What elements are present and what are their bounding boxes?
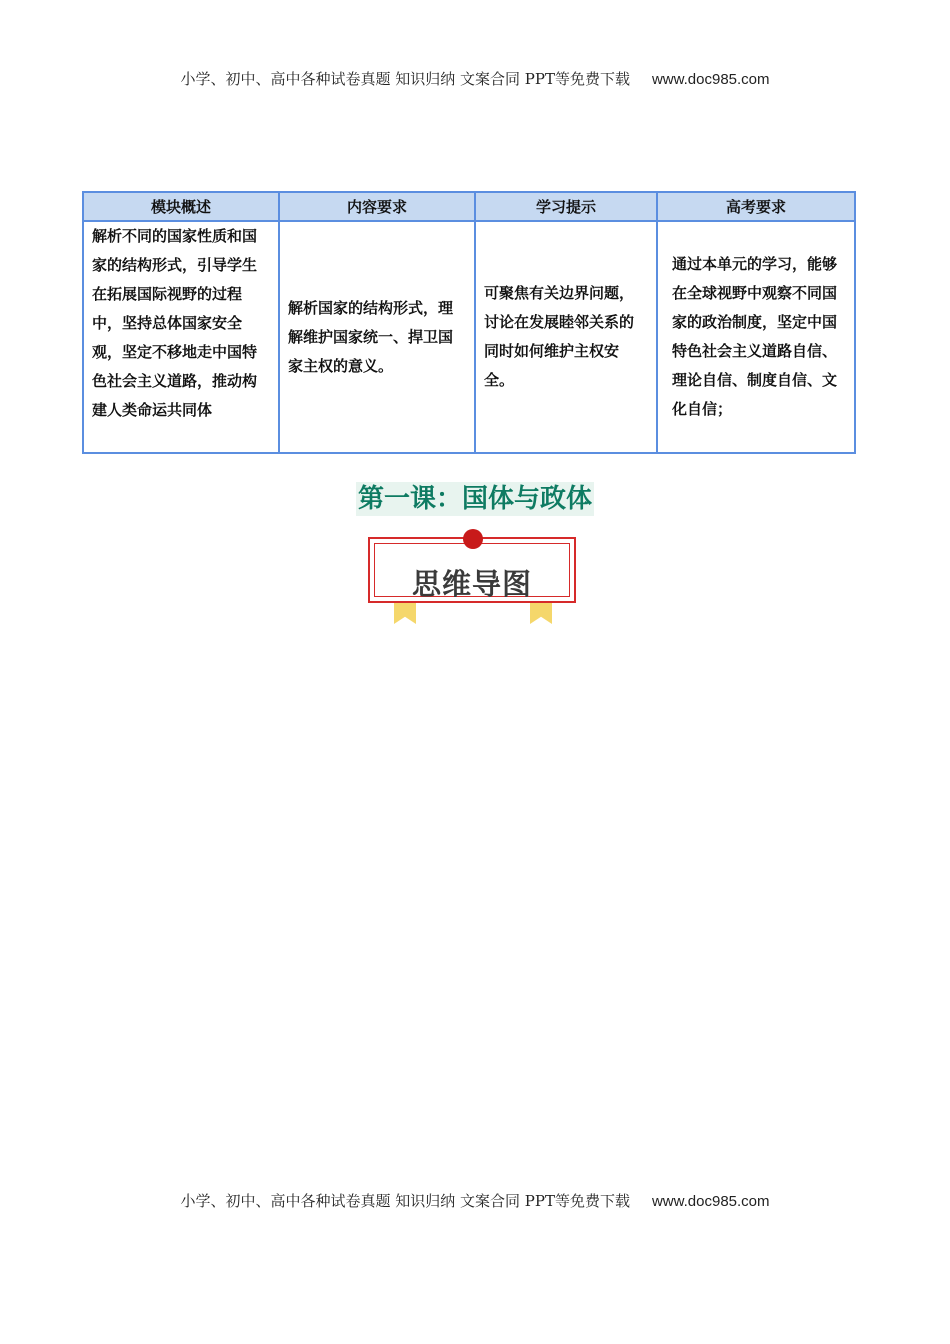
footer-text: 小学、初中、高中各种试卷真题 知识归纳 文案合同 PPT等免费下载 bbox=[180, 1192, 630, 1210]
red-dot-icon bbox=[463, 529, 483, 549]
footer-site[interactable]: www.doc985.com bbox=[651, 1193, 770, 1210]
table-cell-exam-requirement: 通过本单元的学习，能够在全球视野中观察不同国家的政治制度，坚定中国特色社会主义道路自信、理论自信、制度自信、文化自信； bbox=[657, 221, 855, 453]
requirements-table bbox=[82, 191, 856, 454]
table-header-cell: 高考要求 bbox=[657, 192, 855, 221]
table-cell-content-requirement: 解析国家的结构形式，理解维护国家统一、捍卫国家主权的意义。 bbox=[279, 221, 475, 453]
table-header-cell: 内容要求 bbox=[279, 192, 475, 221]
table-cell-learning-tip: 可聚焦有关边界问题，讨论在发展睦邻关系的同时如何维护主权安全。 bbox=[475, 221, 657, 453]
header-text: 小学、初中、高中各种试卷真题 知识归纳 文案合同 PPT等免费下载 bbox=[180, 70, 630, 88]
page-footer bbox=[0, 1190, 950, 1211]
header-site[interactable]: www.doc985.com bbox=[651, 71, 770, 88]
mind-map-badge bbox=[366, 528, 580, 624]
table-row bbox=[83, 221, 855, 453]
table-header-cell: 模块概述 bbox=[83, 192, 279, 221]
table-cell-module-overview: 解析不同的国家性质和国家的结构形式，引导学生在拓展国际视野的过程中，坚持总体国家安全观，坚定不移地走中国特色社会主义道路，推动构建人类命运共同体 bbox=[83, 221, 279, 453]
table-header-row bbox=[83, 192, 855, 221]
table-header-cell: 学习提示 bbox=[475, 192, 657, 221]
badge-label: 思维导图 bbox=[411, 567, 532, 601]
page-header bbox=[0, 68, 950, 89]
lesson-title: 第一课：国体与政体 bbox=[358, 484, 593, 514]
